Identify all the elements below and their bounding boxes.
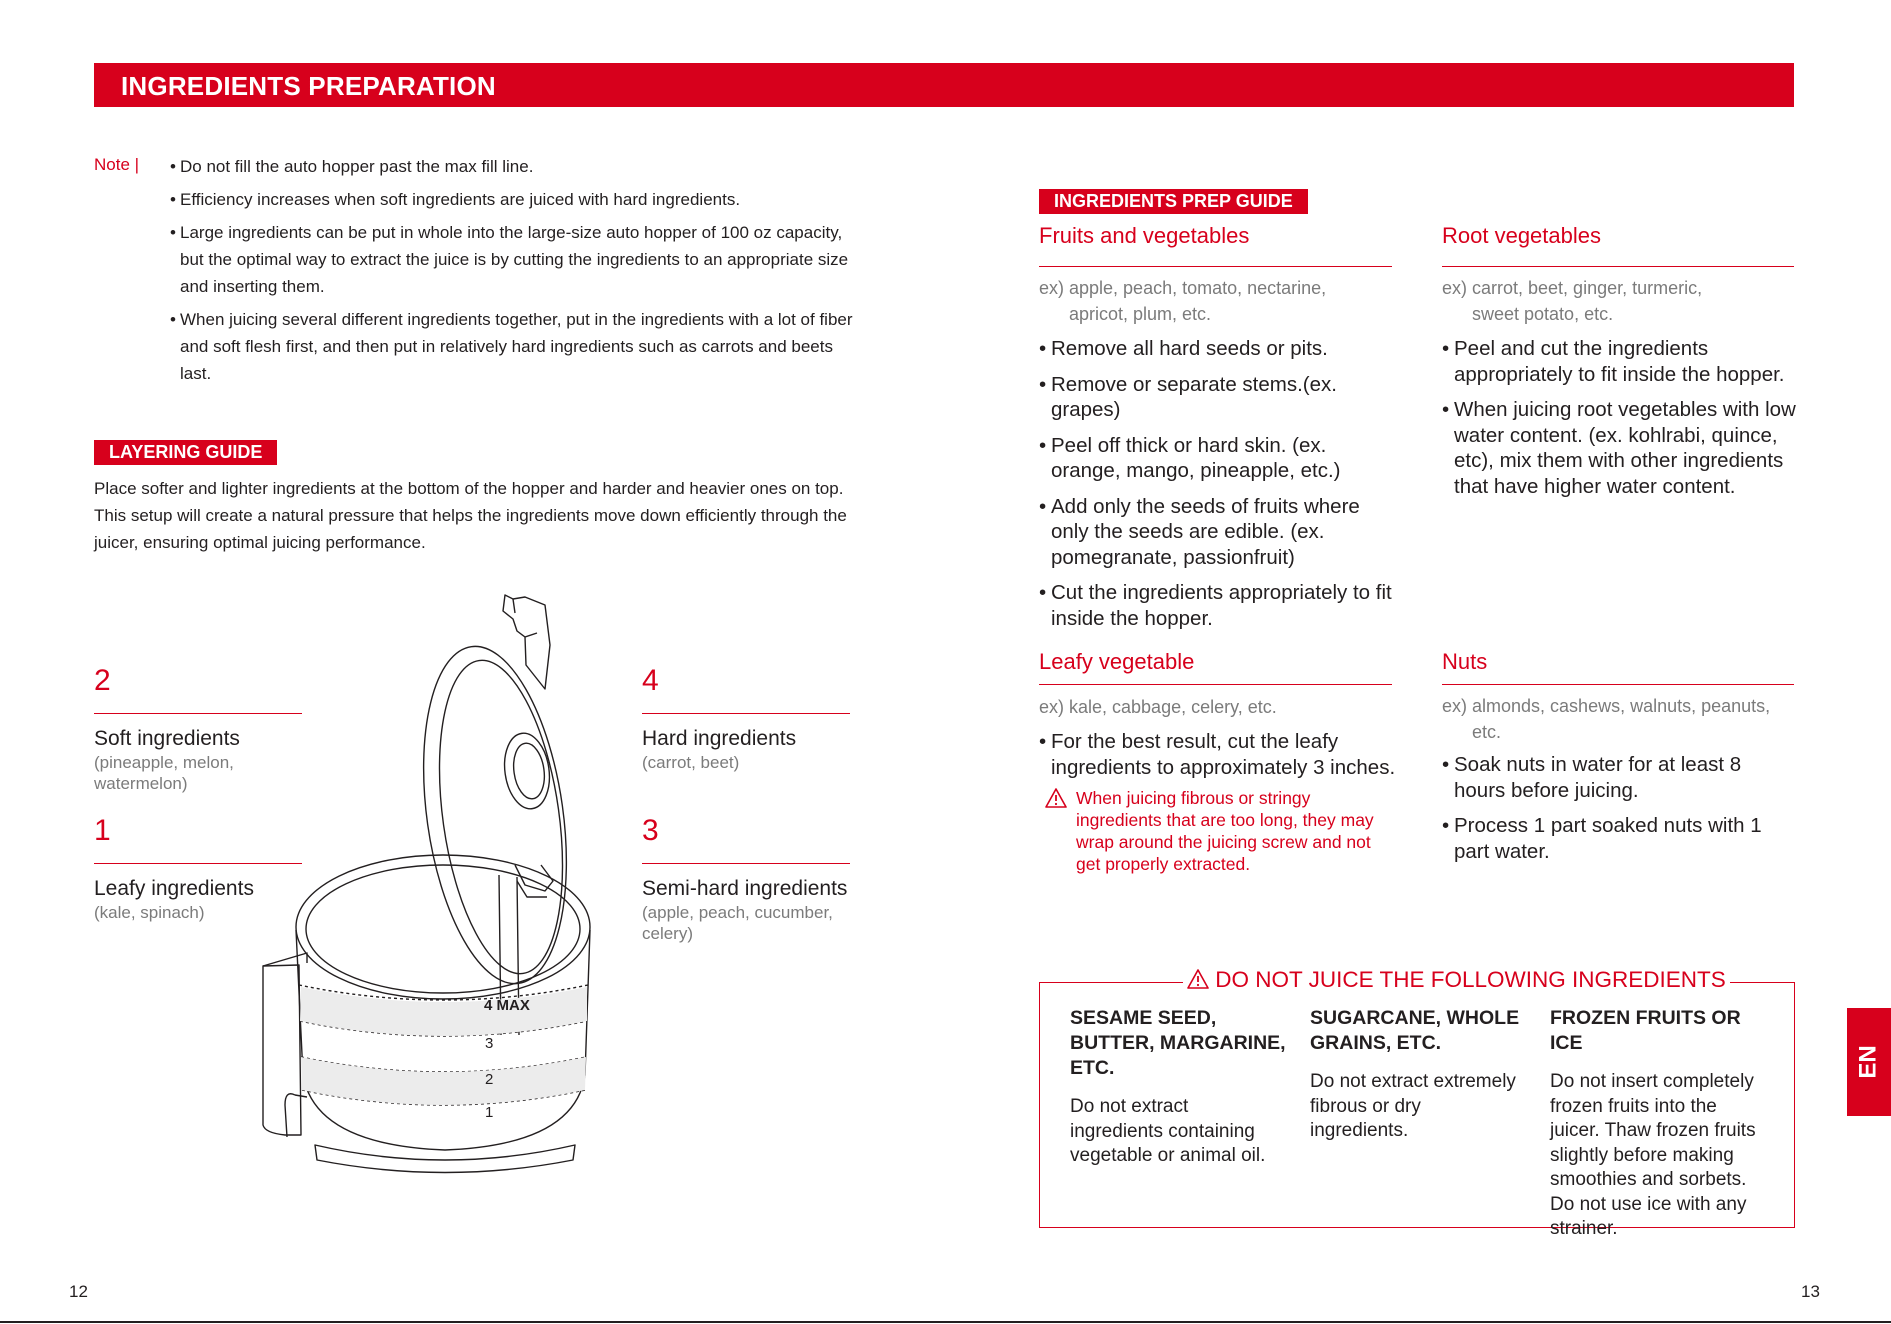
layering-guide-tag: LAYERING GUIDE [94, 440, 277, 465]
note-item: • Do not fill the auto hopper past the max fill line. [170, 153, 860, 180]
page-number-left: 12 [69, 1282, 88, 1301]
dnj-column [1550, 1006, 1770, 1242]
fruits-examples [1039, 275, 1399, 327]
root-title: Root vegetables [1442, 223, 1601, 248]
section-header-bar [94, 63, 1794, 107]
layering-guide-text: Place softer and lighter ingredients at the bottom of the hopper and harder and heavier ones on top. This setup will create a natural pressure that helps the ingredients move down efficiently through the juicer, ensuring optimal juicing performance. [94, 479, 847, 552]
note-item: • When juicing several different ingredients together, put in the ingredients with a lot of fiber and soft flesh first, and then put in relatively hard ingredients such as carrots and beets last. [170, 306, 860, 387]
examples-line: etc. [1472, 722, 1502, 742]
dnj-column-title: SESAME SEED, BUTTER, MARGARINE, ETC. [1070, 1007, 1286, 1079]
root-bullets [1442, 336, 1802, 509]
language-tab-label [1847, 1008, 1891, 1116]
bullet-item: • When juicing root vegetables with low water content. (ex. kohlrabi, quince, etc), mix them with other ingredients that have higher water content. [1442, 397, 1799, 499]
note-item: • Efficiency increases when soft ingredients are juiced with hard ingredients. [170, 186, 860, 213]
bullet-item: • Peel off thick or hard skin. (ex. orange, mango, pineapple, etc.) [1039, 433, 1381, 484]
root-examples [1442, 275, 1802, 327]
dnj-column-body: Do not extract ingredients containing vegetable or animal oil. [1070, 1096, 1266, 1166]
examples-line: sweet potato, etc. [1472, 304, 1614, 324]
page-bottom-rule [0, 1321, 1891, 1323]
divider [1039, 266, 1392, 267]
bullet-item: • Remove all hard seeds or pits. [1039, 336, 1399, 362]
nuts-title: Nuts [1442, 649, 1488, 674]
divider [1039, 684, 1392, 685]
bullet-item: • Soak nuts in water for at least 8 hours before juicing. [1442, 752, 1772, 803]
section-title: INGREDIENTS PREPARATION [121, 71, 496, 101]
examples-line: ex) carrot, beet, ginger, turmeric, [1442, 278, 1703, 298]
examples-line: ex) apple, peach, tomato, nectarine, [1039, 278, 1327, 298]
fruits-bullets [1039, 336, 1399, 641]
warning-icon [1045, 788, 1067, 808]
fill-mark: 2 [485, 1071, 494, 1088]
dnj-column [1310, 1006, 1530, 1144]
dnj-column-body: Do not insert completely frozen fruits into the juicer. Thaw frozen fruits slightly before making smoothies and sorbets. Do not use ice with any strainer. [1550, 1071, 1756, 1239]
layer-title: Leafy ingredients [94, 877, 254, 900]
hopper-illustration [255, 585, 645, 1185]
divider [642, 863, 850, 864]
nuts-examples [1442, 693, 1802, 745]
examples-line: ex) kale, cabbage, celery, etc. [1039, 697, 1277, 717]
layer-number: 3 [642, 814, 659, 847]
note-item: • Large ingredients can be put in whole into the large-size auto hopper of 100 oz capacity, but the optimal way to extract the juice is by cutting the ingredients to an appropriate size and inserting them. [170, 219, 860, 300]
layer-title: Soft ingredients [94, 727, 240, 750]
divider [642, 713, 850, 714]
fruits-title: Fruits and vegetables [1039, 223, 1250, 248]
bullet-item: • For the best result, cut the leafy ingredients to approximately 3 inches. [1039, 729, 1401, 780]
bullet-item: • Cut the ingredients appropriately to fit inside the hopper. [1039, 580, 1406, 631]
layer-title: Hard ingredients [642, 727, 797, 750]
layer-number: 1 [94, 814, 111, 847]
fill-mark-max: 4 MAX [484, 997, 530, 1014]
dnj-column-title: FROZEN FRUITS OR ICE [1550, 1007, 1741, 1054]
layer-number: 2 [94, 664, 111, 697]
dnj-column-body: Do not extract extremely fibrous or dry ingredients. [1310, 1071, 1516, 1141]
leafy-title: Leafy vegetable [1039, 649, 1195, 674]
divider [1442, 684, 1794, 685]
examples-line: ex) almonds, cashews, walnuts, peanuts, [1442, 696, 1771, 716]
leafy-examples [1039, 694, 1399, 720]
leafy-warning: When juicing fibrous or stringy ingredients that are too long, they may wrap around the juicing screw and not get properly extracted. [1076, 788, 1374, 874]
bullet-item: • Process 1 part soaked nuts with 1 part water. [1442, 813, 1772, 864]
layer-title: Semi-hard ingredients [642, 877, 848, 900]
fill-mark: 3 [485, 1035, 494, 1052]
layer-number: 4 [642, 664, 659, 697]
nuts-bullets [1442, 752, 1772, 874]
bullet-item: • Add only the seeds of fruits where only the seeds are edible. (ex. pomegranate, passionfruit) [1039, 494, 1381, 571]
language-tab-text: EN [1855, 1045, 1882, 1079]
layer-examples: (pineapple, melon, watermelon) [94, 753, 234, 793]
examples-line: apricot, plum, etc. [1069, 304, 1212, 324]
do-not-juice-title [1183, 967, 1730, 993]
leafy-bullets [1039, 729, 1399, 790]
language-tab [1847, 1008, 1891, 1116]
bullet-item: • Peel and cut the ingredients appropriately to fit inside the hopper. [1442, 336, 1802, 387]
layer-examples: (kale, spinach) [94, 903, 205, 922]
fill-mark: 1 [485, 1104, 494, 1121]
layer-examples: (carrot, beet) [642, 753, 740, 772]
prep-guide-tag: INGREDIENTS PREP GUIDE [1039, 189, 1308, 214]
note-label: Note | [94, 155, 140, 174]
divider [1442, 266, 1794, 267]
dnj-column-title: SUGARCANE, WHOLE GRAINS, ETC. [1310, 1007, 1520, 1054]
layer-examples: (apple, peach, cucumber, celery) [642, 903, 833, 943]
do-not-juice-title-text: DO NOT JUICE THE FOLLOWING INGREDIENTS [1215, 967, 1726, 992]
dnj-column [1070, 1006, 1290, 1169]
note-list [170, 153, 860, 393]
warning-icon [1187, 969, 1209, 989]
page-number-right: 13 [1801, 1282, 1820, 1301]
bullet-item: • Remove or separate stems.(ex. grapes) [1039, 372, 1399, 423]
